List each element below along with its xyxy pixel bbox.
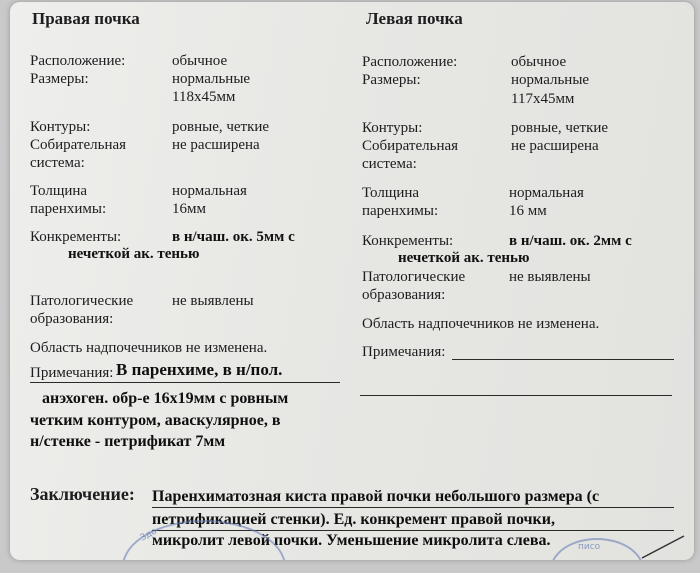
right-size-value: нормальные bbox=[172, 71, 251, 87]
left-stones-value: в н/чаш. ок. 2мм с bbox=[509, 233, 632, 249]
left-size-label: Размеры: bbox=[362, 72, 421, 88]
left-stones-value-2: нечеткой ак. тенью bbox=[398, 250, 530, 266]
left-notes-label: Примечания: bbox=[362, 344, 446, 360]
left-contour-label: Контуры: bbox=[362, 120, 423, 136]
left-parenchyma-label-2: паренхимы: bbox=[362, 203, 439, 219]
right-notes-line-4: н/стенке - петрификат 7мм bbox=[30, 433, 226, 450]
left-collecting-label: Собирательная bbox=[362, 138, 459, 154]
right-stones-value-2: нечеткой ак. тенью bbox=[68, 246, 200, 262]
right-collecting-label-2: система: bbox=[30, 155, 85, 171]
left-patho-value: не выявлены bbox=[509, 269, 591, 285]
conclusion-line-2: петрификацией стенки). Ед. конкремент правой почки, bbox=[152, 511, 555, 528]
right-location-label: Расположение: bbox=[30, 53, 126, 69]
right-contour-label: Контуры: bbox=[30, 119, 91, 135]
left-notes-rule-1 bbox=[452, 359, 674, 360]
stamp-right-text: писо bbox=[578, 542, 601, 552]
conclusion-line-1: Паренхиматозная киста правой почки небольшого размера (с bbox=[152, 488, 600, 505]
left-location-label: Расположение: bbox=[362, 54, 458, 70]
conclusion-rule-1 bbox=[152, 507, 674, 508]
left-size-dims: 117х45мм bbox=[511, 91, 575, 107]
right-stones-label: Конкременты: bbox=[30, 229, 122, 245]
report-page bbox=[10, 2, 694, 560]
left-stones-label: Конкременты: bbox=[362, 233, 454, 249]
right-collecting-label: Собирательная bbox=[30, 137, 127, 153]
right-notes-rule bbox=[30, 382, 340, 383]
right-notes-label: Примечания: bbox=[30, 365, 114, 381]
right-parenchyma-label: Толщина bbox=[30, 183, 88, 199]
right-patho-value: не выявлены bbox=[172, 293, 254, 309]
left-location-value: обычное bbox=[511, 54, 567, 70]
right-parenchyma-value: нормальная bbox=[172, 183, 247, 199]
pen-mark bbox=[640, 532, 690, 560]
left-parenchyma-mm: 16 мм bbox=[509, 203, 547, 219]
stamp-left-text: Здо bbox=[138, 526, 159, 544]
right-location-value: обычное bbox=[172, 53, 228, 69]
left-parenchyma-label: Толщина bbox=[362, 185, 420, 201]
left-parenchyma-value: нормальная bbox=[509, 185, 584, 201]
left-collecting-value: не расширена bbox=[511, 138, 599, 154]
right-notes-line-3: четким контуром, аваскулярное, в bbox=[30, 412, 281, 429]
right-notes-line-2: анэхоген. обр-е 16х19мм с ровным bbox=[42, 390, 289, 407]
right-contour-value: ровные, четкие bbox=[172, 119, 270, 135]
left-collecting-label-2: система: bbox=[362, 156, 417, 172]
left-kidney-heading: Левая почка bbox=[366, 9, 463, 28]
right-patho-label-2: образования: bbox=[30, 311, 114, 327]
left-adrenal: Область надпочечников не изменена. bbox=[362, 316, 600, 332]
right-collecting-value: не расширена bbox=[172, 137, 260, 153]
right-parenchyma-label-2: паренхимы: bbox=[30, 201, 107, 217]
left-notes-rule-2 bbox=[360, 395, 672, 396]
right-kidney-heading: Правая почка bbox=[32, 9, 140, 28]
right-size-label: Размеры: bbox=[30, 71, 89, 87]
right-patho-label: Патологические bbox=[30, 293, 134, 309]
left-patho-label-2: образования: bbox=[362, 287, 446, 303]
right-parenchyma-mm: 16мм bbox=[172, 201, 206, 217]
right-size-dims: 118х45мм bbox=[172, 89, 236, 105]
left-contour-value: ровные, четкие bbox=[511, 120, 609, 136]
left-size-value: нормальные bbox=[511, 72, 590, 88]
right-stones-value: в н/чаш. ок. 5мм с bbox=[172, 229, 295, 245]
conclusion-label: Заключение: bbox=[30, 484, 135, 504]
conclusion-line-3: микролит левой почки. Уменьшение микролита слева. bbox=[152, 532, 551, 549]
right-notes-line-1: В паренхиме, в н/пол. bbox=[116, 360, 283, 379]
right-adrenal: Область надпочечников не изменена. bbox=[30, 340, 268, 356]
left-patho-label: Патологические bbox=[362, 269, 466, 285]
